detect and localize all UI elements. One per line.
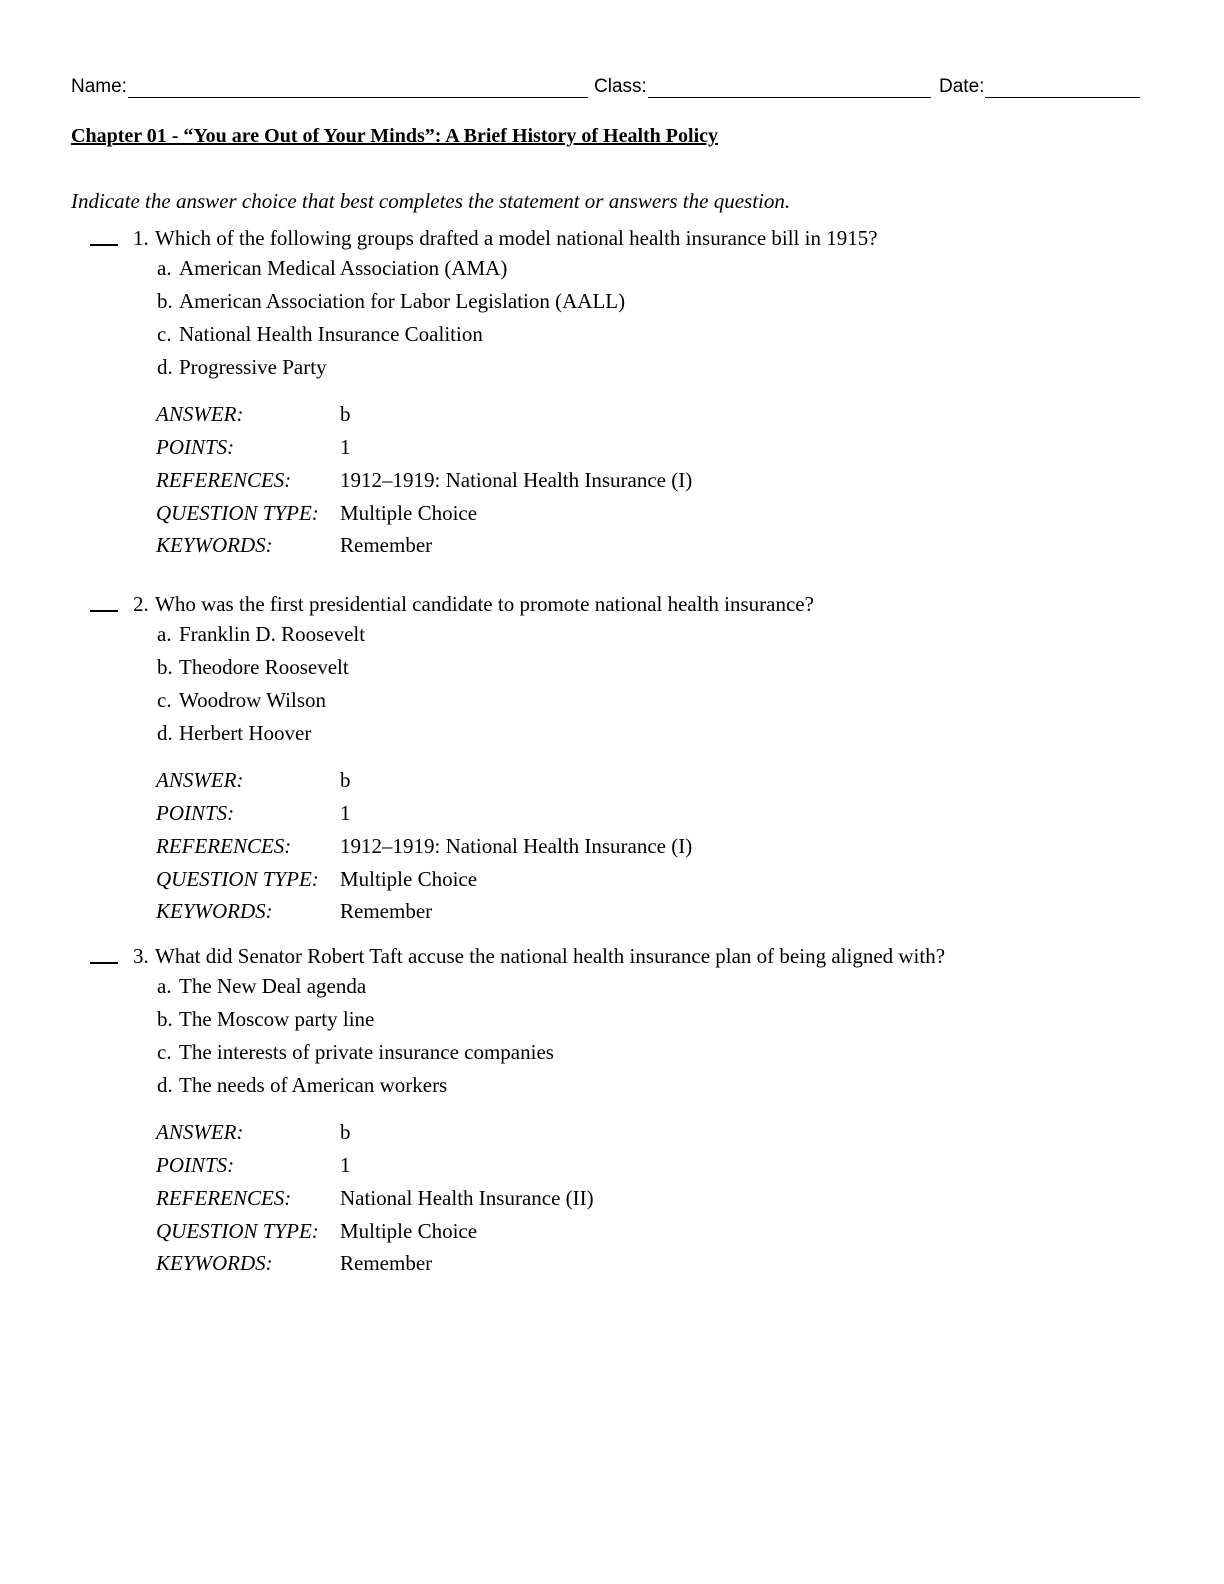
option-letter: c.	[157, 688, 172, 712]
option-c	[157, 1040, 554, 1065]
option-b	[157, 655, 349, 680]
meta-value: 1	[340, 435, 351, 459]
meta-key: REFERENCES:	[156, 834, 292, 858]
option-letter: d.	[157, 355, 173, 379]
meta-value: Remember	[340, 1251, 433, 1275]
answer-blank[interactable]	[90, 962, 118, 964]
meta-key: ANSWER:	[156, 402, 244, 426]
question-number: 3.	[133, 944, 149, 968]
option-letter: b.	[157, 1007, 173, 1031]
question-text: Who was the first presidential candidate to promote national health insurance?	[155, 592, 814, 616]
meta-key: POINTS:	[156, 801, 235, 825]
meta-value: National Health Insurance (II)	[340, 1186, 594, 1210]
meta-value: Multiple Choice	[340, 501, 478, 525]
meta-key: KEYWORDS:	[156, 1251, 273, 1275]
answer-blank[interactable]	[90, 610, 118, 612]
option-letter: c.	[157, 322, 172, 346]
meta-key: KEYWORDS:	[156, 899, 273, 923]
question-number: 1.	[133, 226, 149, 250]
meta-key: POINTS:	[156, 435, 235, 459]
option-text: Franklin D. Roosevelt	[179, 622, 366, 646]
meta-value: 1912–1919: National Health Insurance (I)	[340, 468, 693, 492]
option-text: Woodrow Wilson	[179, 688, 326, 712]
option-c	[157, 322, 483, 347]
class-field[interactable]	[594, 70, 931, 98]
option-text: Progressive Party	[179, 355, 327, 379]
option-text: The Moscow party line	[179, 1007, 375, 1031]
option-d	[157, 355, 327, 380]
option-letter: d.	[157, 721, 173, 745]
meta-value: 1912–1919: National Health Insurance (I)	[340, 834, 693, 858]
header-fields	[71, 70, 1141, 98]
meta-value: b	[340, 768, 351, 792]
meta-key: REFERENCES:	[156, 468, 292, 492]
meta-key: QUESTION TYPE:	[156, 501, 319, 525]
chapter-title: Chapter 01 - “You are Out of Your Minds”: A Brief History of Health Policy	[71, 125, 719, 147]
option-a	[157, 622, 365, 647]
date-label: Date:	[939, 76, 985, 97]
date-field[interactable]	[939, 70, 1140, 98]
question-number: 2.	[133, 592, 149, 616]
option-letter: a.	[157, 622, 172, 646]
option-letter: a.	[157, 256, 172, 280]
meta-key: POINTS:	[156, 1153, 235, 1177]
meta-value: b	[340, 1120, 351, 1144]
question-text: What did Senator Robert Taft accuse the national health insurance plan of being aligned with?	[155, 944, 946, 968]
meta-key: ANSWER:	[156, 768, 244, 792]
meta-value: 1	[340, 1153, 351, 1177]
instructions: Indicate the answer choice that best completes the statement or answers the question.	[71, 189, 791, 213]
meta-value: b	[340, 402, 351, 426]
option-d	[157, 721, 311, 746]
option-letter: d.	[157, 1073, 173, 1097]
name-label: Name:	[71, 76, 127, 97]
meta-value: Remember	[340, 533, 433, 557]
option-letter: b.	[157, 289, 173, 313]
option-b	[157, 1007, 374, 1032]
class-label: Class:	[594, 76, 647, 97]
meta-key: ANSWER:	[156, 1120, 244, 1144]
class-line[interactable]	[648, 75, 931, 98]
option-letter: a.	[157, 974, 172, 998]
meta-value: 1	[340, 801, 351, 825]
name-field[interactable]	[71, 70, 588, 98]
meta-value: Remember	[340, 899, 433, 923]
option-b	[157, 289, 625, 314]
name-line[interactable]	[128, 75, 588, 98]
option-text: American Medical Association (AMA)	[179, 256, 508, 280]
option-text: Theodore Roosevelt	[179, 655, 349, 679]
meta-key: QUESTION TYPE:	[156, 867, 319, 891]
option-text: The interests of private insurance companies	[179, 1040, 554, 1064]
option-letter: c.	[157, 1040, 172, 1064]
answer-blank[interactable]	[90, 244, 118, 246]
option-text: National Health Insurance Coalition	[179, 322, 483, 346]
meta-key: QUESTION TYPE:	[156, 1219, 319, 1243]
option-text: The needs of American workers	[179, 1073, 448, 1097]
meta-value: Multiple Choice	[340, 1219, 478, 1243]
option-d	[157, 1073, 447, 1098]
date-line[interactable]	[985, 75, 1140, 98]
meta-value: Multiple Choice	[340, 867, 478, 891]
option-letter: b.	[157, 655, 173, 679]
option-text: The New Deal agenda	[179, 974, 367, 998]
option-c	[157, 688, 326, 713]
meta-key: REFERENCES:	[156, 1186, 292, 1210]
option-text: Herbert Hoover	[179, 721, 312, 745]
question-text: Which of the following groups drafted a model national health insurance bill in 1915?	[155, 226, 878, 250]
option-text: American Association for Labor Legislation (AALL)	[179, 289, 626, 313]
option-a	[157, 974, 366, 999]
meta-key: KEYWORDS:	[156, 533, 273, 557]
option-a	[157, 256, 507, 281]
